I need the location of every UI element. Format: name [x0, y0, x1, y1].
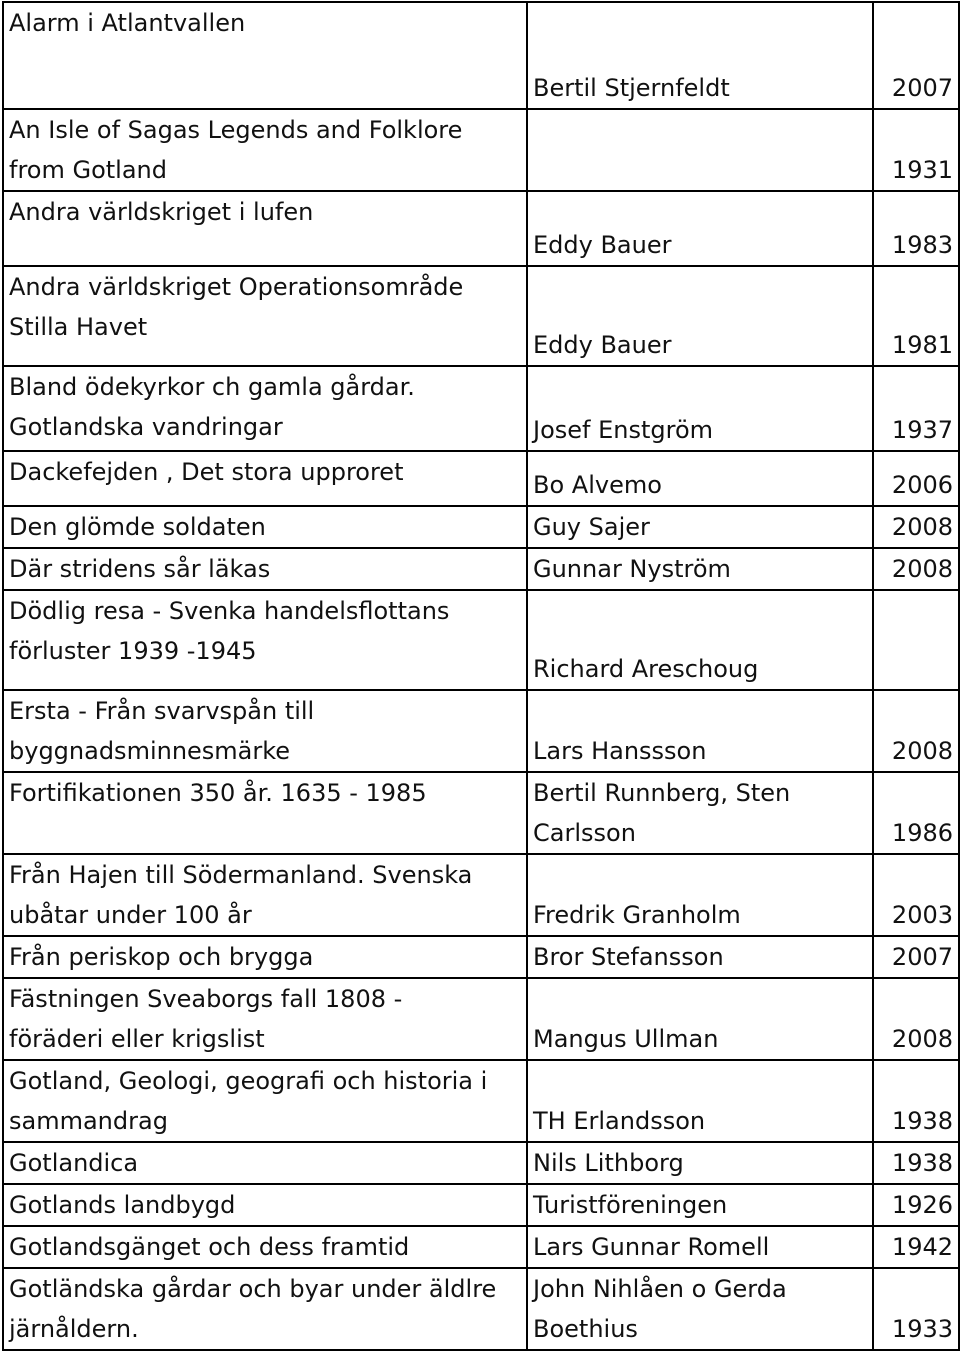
book-year-cell: 2003 [873, 854, 959, 936]
book-author-cell: Nils Lithborg [527, 1142, 873, 1184]
book-year-cell: 1938 [873, 1142, 959, 1184]
book-title-line: föräderi eller krigslist [9, 1025, 265, 1053]
book-year-cell: 1942 [873, 1226, 959, 1268]
book-title-cell [3, 2, 527, 109]
book-title-cell [3, 1268, 527, 1350]
book-title-line: Gotlandska vandringar [9, 413, 283, 441]
book-year-cell: 2008 [873, 506, 959, 548]
book-title-line: Fortifikationen 350 år. 1635 - 1985 [9, 779, 427, 807]
book-title-cell [3, 366, 527, 451]
table-row [3, 548, 959, 590]
book-title-line: Dackefejden , Det stora upproret [9, 458, 404, 486]
book-title-cell [3, 451, 527, 506]
book-title-cell [3, 690, 527, 772]
book-title-cell [3, 590, 527, 690]
book-author-cell: Guy Sajer [527, 506, 873, 548]
book-author-cell: Richard Areschoug [527, 590, 873, 690]
book-title-line: sammandrag [9, 1107, 168, 1135]
table-row [3, 2, 959, 109]
book-author-cell: Lars Hanssson [527, 690, 873, 772]
book-year-cell: 1933 [873, 1268, 959, 1350]
book-year-cell: 1938 [873, 1060, 959, 1142]
book-title-line: Från Hajen till Södermanland. Svenska [9, 861, 473, 889]
table-row [3, 978, 959, 1060]
book-author-cell: Eddy Bauer [527, 191, 873, 266]
book-title-cell [3, 978, 527, 1060]
book-title-cell [3, 109, 527, 191]
book-title-cell [3, 1060, 527, 1142]
book-title-line: Gotland, Geologi, geografi och historia i [9, 1067, 488, 1095]
table-row [3, 1142, 959, 1184]
book-year-cell: 2006 [873, 451, 959, 506]
book-year-cell: 1983 [873, 191, 959, 266]
book-title-line: förluster 1939 -1945 [9, 637, 257, 665]
book-author-cell: Josef Enstgröm [527, 366, 873, 451]
book-year-cell: 2008 [873, 690, 959, 772]
book-year-cell: 1926 [873, 1184, 959, 1226]
book-table-body [3, 2, 959, 1350]
book-author-cell: Turistföreningen [527, 1184, 873, 1226]
book-year-cell: 2007 [873, 2, 959, 109]
book-title-line: järnåldern. [9, 1315, 139, 1343]
book-table [2, 1, 960, 1351]
book-title-line: Fästningen Sveaborgs fall 1808 - [9, 985, 403, 1013]
book-year-cell: 1981 [873, 266, 959, 366]
table-row [3, 1226, 959, 1268]
table-row [3, 191, 959, 266]
book-title-line: Gotlandsgänget och dess framtid [9, 1233, 410, 1261]
book-author-cell: Gunnar Nyström [527, 548, 873, 590]
table-row [3, 109, 959, 191]
book-title-cell [3, 1226, 527, 1268]
book-title-line: An Isle of Sagas Legends and Folklore [9, 116, 463, 144]
book-year-cell: 1986 [873, 772, 959, 854]
table-row [3, 690, 959, 772]
book-title-line: Bland ödekyrkor ch gamla gårdar. [9, 373, 415, 401]
book-title-line: Gotländska gårdar och byar under äldlre [9, 1275, 497, 1303]
book-author-cell: TH Erlandsson [527, 1060, 873, 1142]
book-year-cell: 2007 [873, 936, 959, 978]
book-title-line: from Gotland [9, 156, 167, 184]
book-title-line: Från periskop och brygga [9, 943, 314, 971]
book-author-cell [527, 109, 873, 191]
book-title-line: Andra världskriget Operationsområde [9, 273, 464, 301]
book-year-cell: 1931 [873, 109, 959, 191]
book-year-cell: 2008 [873, 548, 959, 590]
book-title-line: Gotlands landbygd [9, 1191, 236, 1219]
book-title-cell [3, 1142, 527, 1184]
book-author-cell: Fredrik Granholm [527, 854, 873, 936]
book-year-cell: 1937 [873, 366, 959, 451]
book-author-cell: Bror Stefansson [527, 936, 873, 978]
table-row [3, 854, 959, 936]
table-row [3, 1184, 959, 1226]
book-title-line: Gotlandica [9, 1149, 139, 1177]
book-year-cell: 2008 [873, 978, 959, 1060]
table-row [3, 772, 959, 854]
book-title-line: Alarm i Atlantvallen [9, 9, 246, 37]
book-author-cell: Bertil Runnberg, Sten Carlsson [527, 772, 873, 854]
book-author-cell: John Nihlåen o Gerda Boethius [527, 1268, 873, 1350]
table-row [3, 506, 959, 548]
book-title-line: ubåtar under 100 år [9, 901, 252, 929]
table-row [3, 266, 959, 366]
book-author-cell: Bo Alvemo [527, 451, 873, 506]
book-title-cell [3, 854, 527, 936]
table-row [3, 936, 959, 978]
book-title-line: byggnadsminnesmärke [9, 737, 291, 765]
book-title-line: Där stridens sår läkas [9, 555, 271, 583]
book-title-cell [3, 936, 527, 978]
book-title-line: Stilla Havet [9, 313, 148, 341]
book-author-cell: Mangus Ullman [527, 978, 873, 1060]
book-title-cell [3, 1184, 527, 1226]
book-title-cell [3, 266, 527, 366]
book-title-cell [3, 548, 527, 590]
book-year-cell [873, 590, 959, 690]
book-author-cell: Eddy Bauer [527, 266, 873, 366]
book-title-line: Andra världskriget i lufen [9, 198, 314, 226]
table-row [3, 366, 959, 451]
book-title-cell [3, 191, 527, 266]
book-author-cell: Lars Gunnar Romell [527, 1226, 873, 1268]
book-title-cell [3, 506, 527, 548]
table-row [3, 1268, 959, 1350]
table-row [3, 590, 959, 690]
book-title-line: Dödlig resa - Svenka handelsflottans [9, 597, 450, 625]
book-title-line: Den glömde soldaten [9, 513, 266, 541]
book-author-cell: Bertil Stjernfeldt [527, 2, 873, 109]
table-row [3, 1060, 959, 1142]
book-title-line: Ersta - Från svarvspån till [9, 697, 315, 725]
table-row [3, 451, 959, 506]
book-title-cell [3, 772, 527, 854]
